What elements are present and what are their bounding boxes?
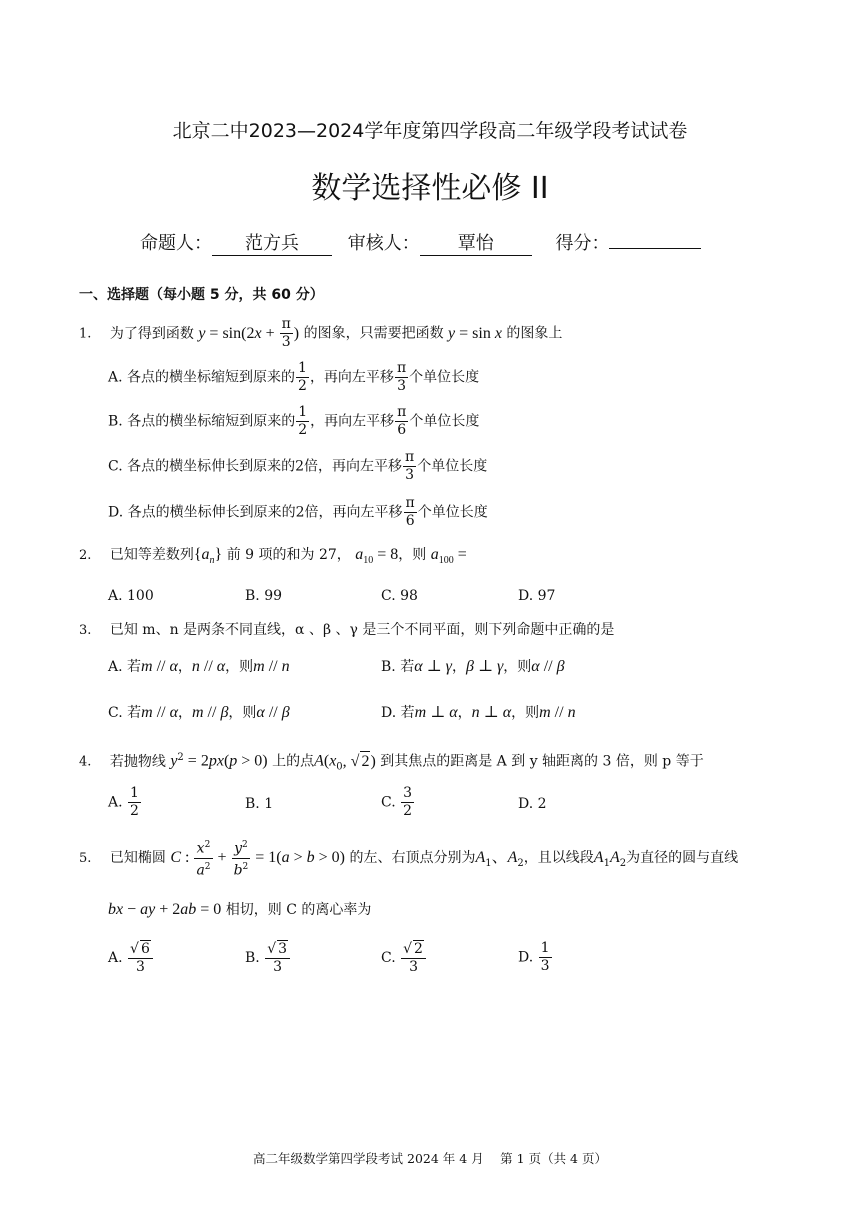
q5-option-c: C. $\frac{√ 2}{3}$ <box>381 940 427 976</box>
question-number: 2. <box>79 548 92 563</box>
exam-subject-title: 数学选择性必修 II <box>311 171 549 206</box>
option-c: C. 各点的横坐标伸长到原来的2倍，再向左平移 $\frac{\pi}{3}$ 个单位长度 <box>108 449 488 483</box>
option-text: D. 若 <box>381 705 415 721</box>
q3-option-b: B. 若α ⊥ γ，β ⊥ γ，则α // β <box>381 658 565 675</box>
question-number: 1. <box>79 326 92 342</box>
question-text: 的图象，只需要把函数 <box>303 325 444 342</box>
question-text: 到其焦点的距离是 A 到 y 轴距离的 3 倍，则 p 等于 <box>380 753 704 770</box>
option-text: B. 若 <box>381 659 415 675</box>
question-text: 已知等差数列 <box>109 547 194 563</box>
question-1-stem <box>79 316 562 351</box>
separator: ， <box>177 705 192 721</box>
question-text: ，则 <box>398 547 427 563</box>
q3-option-c: C. 若m // α，m // β，则α // β <box>108 704 290 721</box>
reviewer-name: 覃怡 <box>420 233 532 256</box>
option-b: B. 各点的横坐标缩短到原来的 $\frac{1}{2}$ ，再向左平移 $\frac{\pi}{6}$ 个单位长度 <box>108 404 480 438</box>
exam-school-title: 北京二中2023—2024学年度第四学段高二年级学段考试试卷 <box>172 120 688 142</box>
q2-option-c: C. 98 <box>381 588 418 604</box>
question-text: 已知 m、n 是两条不同直线，α 、β 、γ 是三个不同平面，则下列命题中正确的是 <box>109 622 615 638</box>
question-text: 为了得到函数 <box>109 325 194 342</box>
separator: ， <box>451 659 466 675</box>
author-label: 命题人： <box>140 233 212 254</box>
q3-option-d: D. 若m ⊥ α，n ⊥ α，则m // n <box>381 704 576 721</box>
question-text: 若抛物线 <box>109 753 166 770</box>
option-text: A. 若 <box>108 659 142 675</box>
math-formula: y = sin x <box>448 324 502 342</box>
q4-option-a: A. $\frac{1}{2}$ <box>108 785 139 819</box>
q5-option-a: A. $\frac{√ 6}{3}$ <box>108 940 154 976</box>
question-number: 5. <box>79 851 92 867</box>
q5-option-b: B. $\frac{√ 3}{3}$ <box>245 940 291 976</box>
math-formula: y = sin(2x + $\frac{\pi}{3}$ ) <box>198 316 300 350</box>
question-3-stem <box>79 620 614 641</box>
option-text: ，再向左平移 <box>310 413 395 430</box>
q2-option-a: A. 100 <box>108 588 154 604</box>
score-blank <box>609 248 701 249</box>
q2-option-b: B. 99 <box>245 588 283 604</box>
option-text: 个单位长度 <box>417 458 488 475</box>
question-text: 前 9 项的和为 27， <box>226 547 351 563</box>
q3-option-a: A. 若m // α，n // α，则m // n <box>108 658 290 675</box>
question-text: 上的点 <box>272 753 315 770</box>
separator: ， <box>457 705 472 721</box>
option-text: 个单位长度 <box>409 369 480 386</box>
question-text: ，且以线段 <box>523 850 594 867</box>
question-number: 4. <box>79 754 92 770</box>
option-label: A. <box>108 950 123 966</box>
question-text: 已知椭圆 <box>109 850 166 867</box>
option-text: ，则 <box>228 705 257 721</box>
question-5-stem: 5. 已知椭圆 C : $\frac{x^2}{a^2}$ + $\frac{y^2}{b^2}$ = 1(a > b > 0) 的左、右顶点分别为$A_1$、$A_2$，且以线段$A_1A_2$为直径的圆与直线 <box>79 837 738 879</box>
question-2-stem: 2. 已知等差数列$\{a_n\}$ 前 9 项的和为 27， $a_{10} = 8$，则 $a_{100}$ = <box>79 546 467 567</box>
option-text: B. 各点的横坐标缩短到原来的 <box>108 413 296 430</box>
option-text: ，则 <box>511 705 540 721</box>
option-text: ，则 <box>225 659 254 675</box>
option-text: ，再向左平移 <box>309 369 394 386</box>
option-label: D. <box>518 949 534 966</box>
question-text: 的图象上 <box>506 325 563 342</box>
question-text: 为直径的圆与直线 <box>626 850 739 867</box>
q5-option-d: D. $\frac{1}{3}$ <box>518 940 550 974</box>
page-footer: 高二年级数学第四学段考试 2024 年 4 月 第 1 页（共 4 页） <box>253 1151 607 1166</box>
q4-option-c: C. $\frac{3}{2}$ <box>381 785 413 819</box>
q4-option-d: D. 2 <box>518 796 547 812</box>
option-text: D. 各点的横坐标伸长到原来的2倍，再向左平移 <box>108 504 403 521</box>
option-label: C. <box>381 794 396 811</box>
section-heading: 一、选择题（每小题 5 分，共 60 分） <box>79 287 324 303</box>
option-text: 个单位长度 <box>417 504 488 521</box>
option-d: D. 各点的横坐标伸长到原来的2倍，再向左平移 $\frac{\pi}{6}$ 个单位长度 <box>108 495 488 529</box>
score-label: 得分： <box>555 233 610 254</box>
option-text: 个单位长度 <box>409 413 480 430</box>
question-text: 相切，则 C 的离心率为 <box>225 902 372 918</box>
q4-option-b: B. 1 <box>245 796 274 812</box>
option-label: C. <box>381 950 396 966</box>
separator: ， <box>177 659 192 675</box>
q2-option-d: D. 97 <box>518 588 556 604</box>
exam-meta-line <box>140 229 701 256</box>
option-label: B. <box>245 950 260 966</box>
option-a: A. 各点的横坐标缩短到原来的 $\frac{1}{2}$ ，再向左平移 $\frac{\pi}{3}$ 个单位长度 <box>108 360 480 394</box>
question-number: 3. <box>79 623 92 638</box>
author-name: 范方兵 <box>212 233 332 256</box>
question-5-stem-line2: bx − ay + 2ab = 0 相切，则 C 的离心率为 <box>108 901 372 918</box>
option-text: C. 各点的横坐标伸长到原来的2倍，再向左平移 <box>108 458 403 475</box>
question-text: 的左、右顶点分别为 <box>349 850 476 867</box>
option-text: C. 若 <box>108 705 142 721</box>
option-label: A. <box>108 794 123 811</box>
option-text: A. 各点的横坐标缩短到原来的 <box>108 369 296 386</box>
option-text: ，则 <box>503 659 532 675</box>
question-4-stem: 4. 若抛物线 $y^2 = 2px(p > 0)$ 上的点$A(x_0$, √ 2) 到其焦点的距离是 A 到 y 轴距离的 3 倍，则 p 等于 <box>79 752 704 773</box>
reviewer-label: 审核人： <box>347 233 420 254</box>
